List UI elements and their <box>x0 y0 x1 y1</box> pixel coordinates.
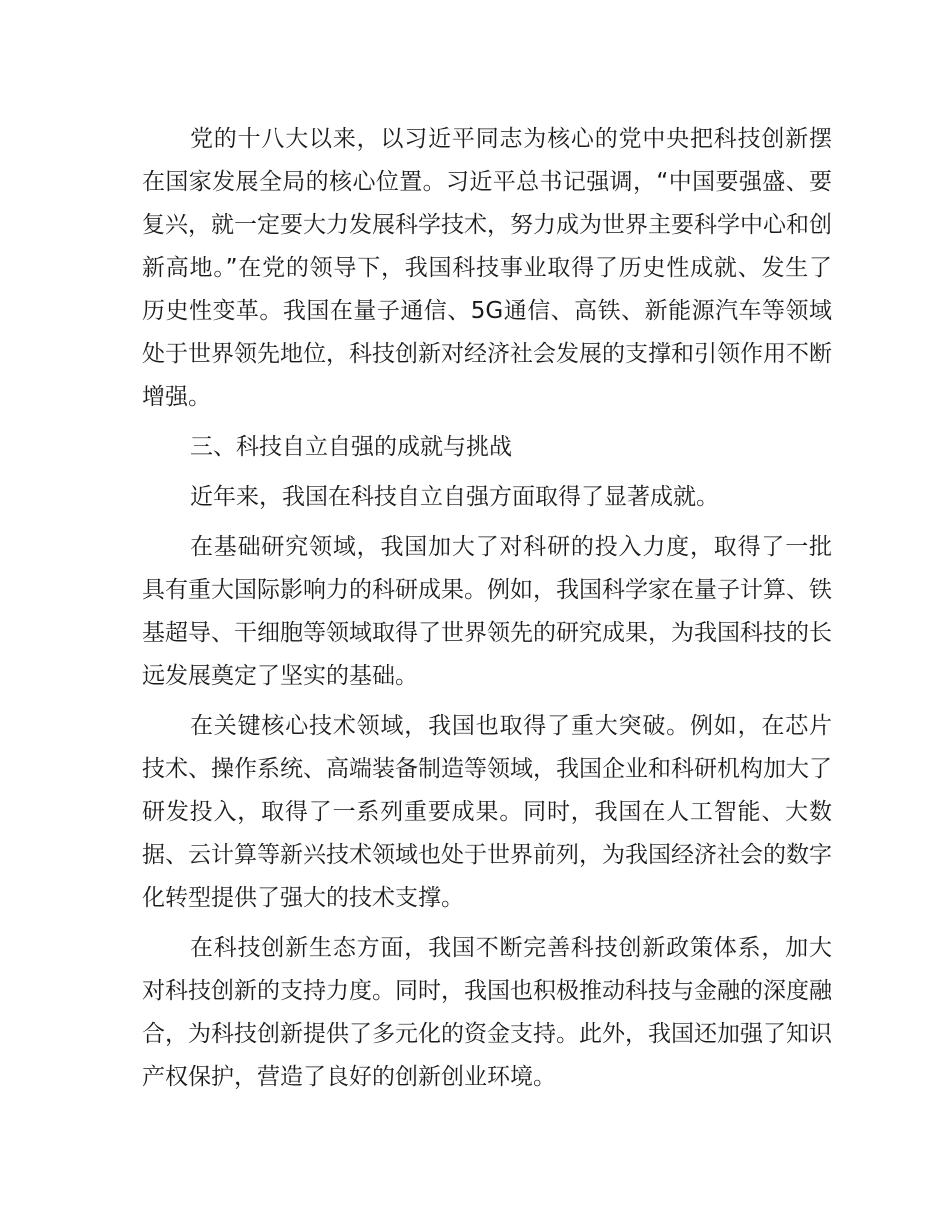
text-line: 子计算、铁基超导、干细胞等领域取得了世界领先的研究成果， <box>142 577 832 646</box>
text-line: 人工智能、大数据、云计算等新兴技术领域也处于世界前列， <box>142 799 833 868</box>
text-line: 通信、高铁、新能源汽车等领域处于世界领先地位，科技创新 <box>142 298 833 367</box>
text-line: 三、科技自立自强的成就与挑战 <box>190 434 512 460</box>
document-body <box>142 118 832 1106</box>
text-line: 在关键核心技术领域，我国也取得了重大突破。例如，在 <box>190 713 786 739</box>
text-line: 我国还加强了知识产权保护，营造了良好的创新创业环境。 <box>142 1021 832 1090</box>
text-line: 党的十八大以来，以习近平同志为核心的党中央把科技创 <box>190 126 786 152</box>
text-line: 要强盛、要复兴，就一定要大力发展科学技术，努力成为世界 <box>142 169 832 238</box>
paragraph-achievements-intro <box>142 476 832 519</box>
paragraph-core-technology <box>142 705 832 920</box>
text-line: 对经济社会发展的支撑和引领作用不断增强。 <box>142 341 832 410</box>
text-line: 机构加大了研发投入，取得了一系列重要成果。同时，我国在 <box>142 756 832 825</box>
text-line: 在科技创新生态方面，我国不断完善科技创新政策体系， <box>190 935 786 961</box>
text-line: 得了历史性成就、发生了历史性变革。我国在量子通信、5G <box>142 255 833 324</box>
text-line: 近年来，我国在科技自立自强方面取得了显著成就。 <box>190 484 719 510</box>
text-line: 一批具有重大国际影响力的科研成果。例如，我国科学家在量 <box>142 534 833 603</box>
text-line: 芯片技术、操作系统、高端装备制造等领域，我国企业和科研 <box>142 713 833 782</box>
paragraph-innovation-ecosystem <box>142 927 832 1099</box>
paragraph-basic-research <box>142 526 832 698</box>
section-heading-three <box>142 426 832 469</box>
text-line: 在基础研究领域，我国加大了对科研的投入力度，取得了 <box>190 534 786 560</box>
text-line: 加大对科技创新的支持力度。同时，我国也积极推动科技与金 <box>142 935 833 1004</box>
text-line: 为我国科技的长远发展奠定了坚实的基础。 <box>142 620 832 689</box>
text-line: 融的深度融合，为科技创新提供了多元化的资金支持。此外， <box>142 978 832 1047</box>
text-line: 新摆在国家发展全局的核心位置。习近平总书记强调，“中国 <box>142 126 833 195</box>
text-line: 为我国经济社会的数字化转型提供了强大的技术支撑。 <box>142 842 832 911</box>
text-line: 主要科学中心和创新高地。”在党的领导下，我国科技事业取 <box>142 212 832 281</box>
paragraph-party-leadership <box>142 118 832 419</box>
